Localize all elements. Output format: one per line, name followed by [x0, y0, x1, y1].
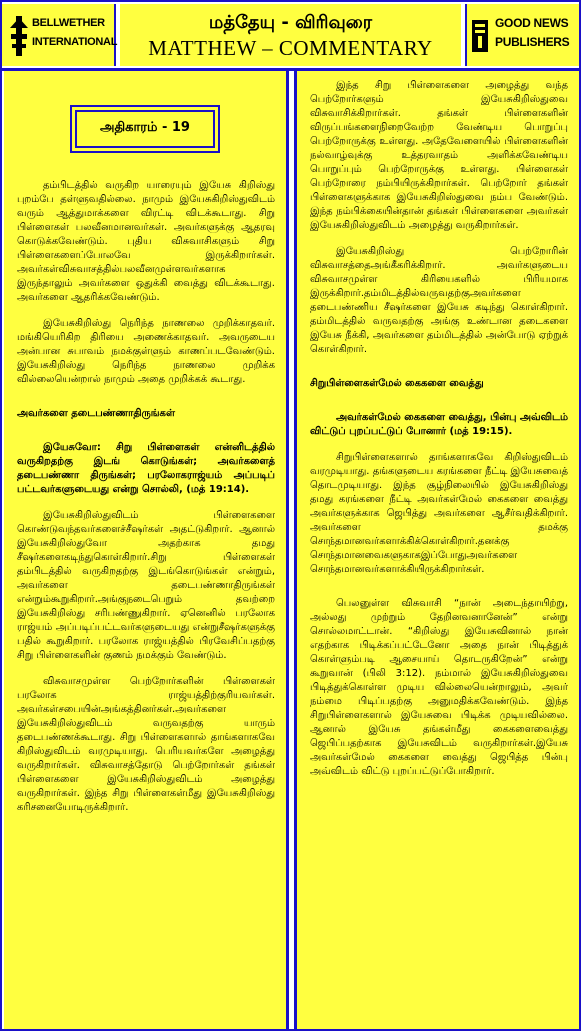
left-paragraph-1: தம்பிடத்தில் வருகிற யாரையும் இயேசு கிறிஸ்து புறம்பே தள்ளுவதில்லை. நாமும் இயேசுகிறிஸ்துவிடம் வரும் ஆத்துமாக்களை விரட்டி விடக்கூடாது. சிறு பிள்ளைகள் பலவீனமானவர்கள். அவர்களுக்கு ஆதரவு கொடுக்கவேண்டும். புதிய விசுவாசிகளும் சிறு பிள்ளைகளைப்போலவே இருக்கிறார்கள். அவர்கள்விசுவாசத்தில்பலவீனமுள்ளவர்களாக இருந்தாலும் அவர்களை ஒதுக்கி வைத்து விடக்கூடாது. அவர்களை ஆதரிக்கவேண்டும். — [17, 180, 275, 303]
chapter-label: அதிகாரம் - 19 — [75, 110, 215, 148]
left-paragraph-3: இயேசுகிறிஸ்துவிடம் பிள்ளைகளை கொண்டுவந்தவர்களைச்சீஷர்கள் அதட்டுகிறார். ஆனால் இயேசுகிறிஸ்துவோ அதற்காக தமது சீஷர்களைகடிந்துகொள்கிறார்.சிறு பிள்ளைகள் தம்பிடத்தில் வருகிறதற்கு இடங்கொடுங்கள் என்றும், அவர்களை தடைபண்ணாதிருங்கள் என்றும்கூறுகிறார்.அங்குநடைபெறும் தவற்றை இயேசுகிறிஸ்து சரிபண்ணுகிறார். ஏனெனில் பரலோக ராஜ்யம் அப்படிப்பட்டவர்களுடையது என்றுசீஷர்களுக்கு பதில் கூறுகிறார். பரலோக ராஜ்யத்தில் பிரவேசிப்பதற்கு சிறு பிள்ளைகளின் குணம் நமக்கும் வேண்டும். — [17, 510, 275, 661]
right-paragraph-3: சிறுபிள்ளைகளால் தாங்களாகவே கிறிஸ்துவிடம் வரமுடியாது. தங்களுடைய கரங்களை நீட்டி இயேசுவைத் தொடமுடியாது. இந்த சூழ்நிலையில் இயேசுகிறிஸ்து தமது கரங்களை நீட்டி அவர்கள்மேல் கைகளை வைத்து அவர்களுக்காக ஜெபித்து அவர்களை ஆசீர்வதிக்கிறார். அவர்களை தமக்கு சொந்தமானவர்களாக்கிக்கொள்கிறார்.தனக்கு சொந்தமானவைகளுகாகஇப்போதுஅவர்களை சொந்தமானவர்களாக்கியிருக்கிறார்கள். — [310, 452, 568, 575]
left-paragraph-2: இயேசுகிறிஸ்து நெரிந்த நாணலை முறிக்காதவர். மங்கியெரிகிற திரியை அணைக்காதவர். அவருடைய அன்பான சுபாவம் நமக்குள்ளும் காணப்படவேண்டும். இயேசுகிறிஸ்து நெரிந்த நாணலை முறிக்க வில்லையென்றால் நாமும் அதை முறிக்கக் கூடாது. — [17, 318, 275, 385]
title-box — [120, 4, 461, 66]
left-paragraph-4: விசுவாசமுள்ள பெற்றோர்களின் பிள்ளைகள் பரலோக ராஜ்யத்திற்குரியவர்கள். அவர்கள்சபையின்அங்கத்தினர்கள்.அவர்களை இயேசுகிறிஸ்துவிடம் வருவதற்கு யாரும் தடைபண்ணக்கூடாது. சிறு பிள்ளைகளால் தாங்களாகவே கிறிஸ்துவிடம் வரமுடியாது. பெரியவர்களே அழைத்து வருகிறார்கள். விசுவாசத்தோடு பெற்றோர்கள் தங்கள் பிள்ளைகளை இயேசுகிறிஸ்துவிடம் அழைத்து வருகிறார்கள். இந்த சிறு பிள்ளைகள்மீது இயேசுகிறிஸ்து கரிசனையோடிருக்கிறார். — [17, 676, 275, 813]
verse-quote-1: இயேசுவோ: சிறு பிள்ளைகள் என்னிடத்தில் வருகிறதற்கு இடங் கொடுங்கள்; அவர்களைத் தடைபண்ணா திருங்கள்; பரலோகராஜ்யம் அப்படிப் பட்டவர்களுடையது என்று சொல்லி, (மத் 19:14). — [17, 442, 275, 495]
section-heading-2: சிறுபிள்ளைகள்மேல் கைகளை வைத்து — [310, 378, 484, 389]
good-news-logo-text — [495, 14, 569, 52]
right-paragraph-2: இயேசுகிறிஸ்து பெற்றோரின் விசுவாசத்தைஅங்கீகரிக்கிறார். அவர்களுடைய விசுவாசமுள்ள கிரியைகளில் பிரியமாக இருக்கிறார்.தம்மிடத்தில்வருவதற்குஅவர்களை தடைபண்ணிய சீஷர்களை இயேசு கடிந்து கொள்கிறார். தம்மிடத்தில் வருவதற்கு அங்கு உண்டான தடைகளை இயேசு நீக்கி, அவர்களை தம்மிடத்தில் அன்போடு ஏற்றுக் கொள்கிறார். — [310, 246, 568, 355]
right-column — [294, 71, 579, 1029]
bellwether-sheep-icon — [8, 14, 30, 58]
good-news-book-icon — [469, 14, 491, 58]
right-paragraph-1: இந்த சிறு பிள்ளைகளை அழைத்து வந்த பெற்றோர்களும் இயேசுகிறிஸ்துவை விசுவாசிக்கிறார்கள். தங்கள் பிள்ளைகளின் விருப்பங்களைநிறைவேற்ற வேண்டிய பொறுப்பு பெற்றோருக்கு உள்ளது. அதேவேளையில் பிள்ளைகளின் நல்வாழ்வுக்கு உத்தரவாதம் அளிக்கவேண்டிய பொறுப்பும் பெற்றோருக்கு உள்ளது. பிள்ளைகள் பெற்றோரை நம்பியிருக்கிறார்கள். பெற்றோர் தங்கள் பிள்ளைகளுக்காக இயேசுகிறிஸ்துவை நம்ப வேண்டும். இந்த நம்பிக்கையின்தான் தங்கள் பிள்ளைகளை அவர்கள் இயேசுகிறிஸ்துவிடம் அழைத்து வருகிறார்கள். — [310, 80, 568, 231]
bellwether-logo-text — [32, 14, 117, 52]
chapter-box — [70, 105, 220, 153]
right-paragraph-4: பெலனுள்ள விசுவாசி “நான் அடைந்தாயிற்று, அல்லது முற்றும் தேறினவனானேன்” என்று சொல்லமாட்டான். “கிறிஸ்து இயேசுவினால் நான் எதற்காக பிடிக்கப்பட்டேனோ அதை நான் பிடித்துக் கொள்ளும்படி ஆசையாய் தொடருகிறேன்” என்று கூறுவான் (பிலி 3:12). நம்மால் இயேசுகிறிஸ்துவை பிடித்துக்கொள்ள முடிய வில்லையென்றாலும், அவர் நம்மை பிடிப்பதற்கு அனுமதிக்கவேண்டும். இந்த சிறுபிள்ளைகளால் இயேசுவை பிடிக்க முடியவில்லை. ஆனால் இயேசு தங்கள்மீது கைகளைவைத்து ஜெபிப்பதற்காக இயேசுவிடம் வருகிறார்கள்.இயேசு அவர்கள்மேல் கைகளை வைத்து ஜெபித்த பின்பு அவ்விடம் விட்டு புறப்பட்டுப்போகிறார். — [310, 598, 568, 777]
bellwether-line2: INTERNATIONAL — [32, 36, 118, 48]
title-english: MATTHEW – COMMENTARY — [148, 36, 433, 60]
good-news-line1: GOOD NEWS — [495, 16, 569, 30]
bellwether-logo — [2, 4, 116, 66]
left-column — [4, 71, 289, 1029]
verse-quote-2: அவர்கள்மேல் கைகளை வைத்து, பின்பு அவ்விடம் விட்டுப் புறப்பட்டுப் போனார் (மத் 19:15). — [310, 412, 568, 437]
good-news-line2: PUBLISHERS — [495, 35, 570, 49]
title-tamil: மத்தேயு - விரிவுரை — [208, 12, 373, 33]
good-news-logo — [465, 4, 579, 66]
section-heading-1: அவர்களை தடைபண்ணாதிருங்கள் — [17, 408, 175, 419]
bellwether-line1: BELLWETHER — [32, 17, 105, 29]
header — [2, 2, 579, 71]
